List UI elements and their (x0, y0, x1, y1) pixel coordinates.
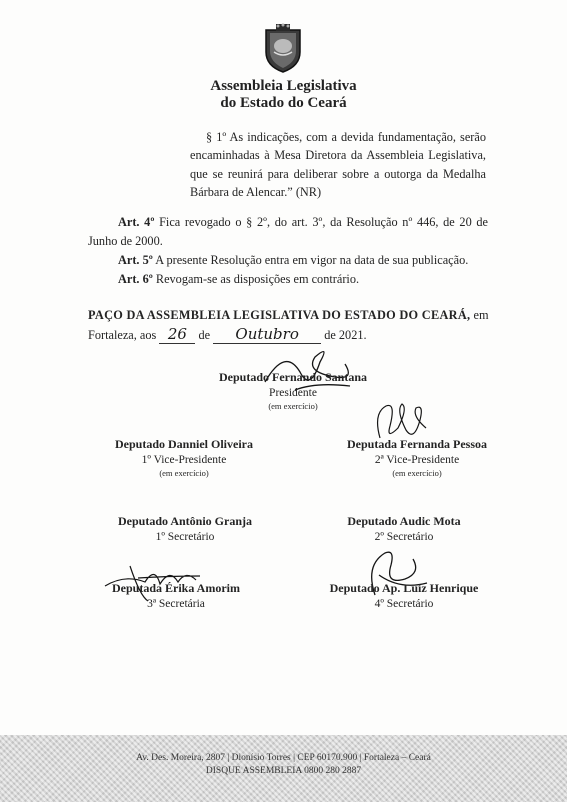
article-4-label: Art. 4º (118, 215, 155, 229)
closing-bold: PAÇO DA ASSEMBLEIA LEGISLATIVA DO ESTADO DO CEARÁ, (88, 308, 471, 322)
signatory-role: 2º Secretário (374, 531, 434, 543)
signatory-status: (em exercício) (268, 401, 318, 411)
signatory-status: (em exercício) (392, 468, 442, 478)
signature-block-president (217, 370, 369, 411)
closing-statement (88, 306, 490, 325)
signatory-name: Deputada Érika Amorim (111, 581, 240, 595)
date-suffix: de 2021. (321, 328, 367, 342)
footer-phone: DISQUE ASSEMBLEIA 0800 280 2887 (205, 766, 362, 776)
signature-block-sec4 (324, 581, 484, 610)
signatory-role: Presidente (269, 387, 317, 399)
signatory-role: 4º Secretário (374, 598, 434, 610)
date-line (88, 325, 490, 344)
page-footer (0, 735, 567, 802)
signatory-status: (em exercício) (159, 468, 209, 478)
signatory-role: 1º Vice-Presidente (141, 454, 227, 466)
signatory-name: Deputado Danniel Oliveira (114, 437, 253, 451)
article-6-text: Revogam-se as disposições em contrário. (152, 272, 360, 286)
institution-subtitle: do Estado do Ceará (220, 95, 347, 111)
article-4-text: Fica revogado o § 2º, do art. 3º, da Resolução nº 446, de 20 de Junho de 2000. (88, 215, 488, 248)
closing-text: em (470, 308, 489, 322)
article-6-label: Art. 6º (118, 272, 153, 286)
signature-block-vp2 (326, 437, 508, 478)
article-4 (88, 213, 488, 251)
article-5-text: A presente Resolução entra em vigor na data de sua publicação. (152, 253, 469, 267)
handwritten-day: 26 (159, 325, 195, 344)
signature-block-sec2 (331, 514, 477, 543)
signature-block-sec1 (110, 514, 260, 543)
date-de: de (195, 328, 214, 342)
footer-address: Av. Des. Moreira, 2807 | Dionísio Torres | CEP 60170.900 | Fortaleza – Ceará (136, 753, 431, 763)
signatory-name: Deputado Ap. Luiz Henrique (329, 581, 479, 595)
signatory-role: 3ª Secretária (147, 598, 205, 610)
signatory-role: 2ª Vice-Presidente (374, 454, 460, 466)
date-prefix: Fortaleza, aos (88, 328, 160, 342)
handwritten-month: Outubro (213, 325, 321, 344)
signatory-name: Deputado Audic Mota (347, 514, 461, 528)
signatory-role: 1º Secretário (155, 531, 215, 543)
signatory-name: Deputada Fernanda Pessoa (346, 437, 487, 451)
signature-block-sec3 (108, 581, 244, 610)
article-5 (118, 251, 498, 270)
signatory-name: Deputado Antônio Granja (117, 514, 253, 528)
article-6 (118, 270, 498, 289)
signature-block-vp1 (96, 437, 272, 478)
signatory-name: Deputado Fernando Santana (218, 370, 368, 384)
state-coat-of-arms-icon (258, 22, 308, 74)
institution-name: Assembleia Legislativa (210, 78, 357, 94)
quoted-paragraph: § 1º As indicações, com a devida fundamentação, serão encaminhadas à Mesa Diretora da Assembleia Legislativa, que se reunirá para deliberar sobre a outorga da Medalha Bárbara de Alencar.” (NR) (190, 130, 486, 199)
article-5-label: Art. 5º (118, 253, 153, 267)
